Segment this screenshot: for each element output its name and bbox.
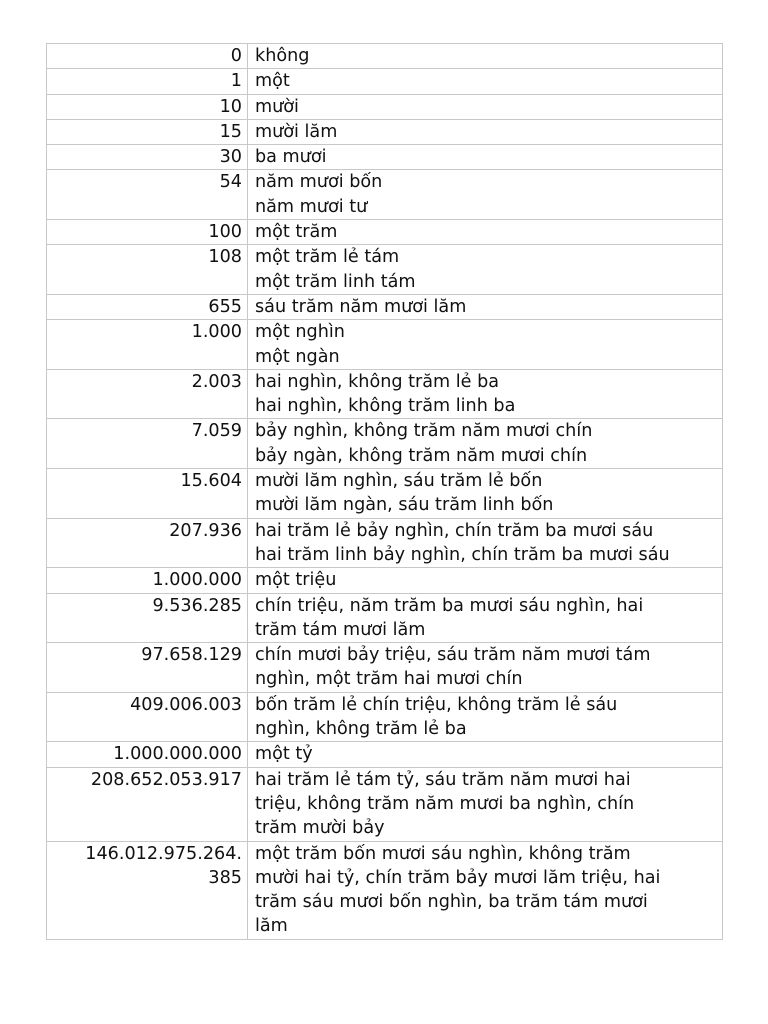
number-cell: 15 [47, 119, 248, 144]
words-cell [248, 419, 723, 469]
words-cell [248, 369, 723, 419]
words-line: một tỷ [255, 744, 313, 765]
number-cell: 54 [47, 170, 248, 220]
words-line: hai nghìn, không trăm linh ba [255, 396, 516, 417]
words-cell [248, 145, 723, 170]
table-row [47, 69, 723, 94]
words-cell [248, 119, 723, 144]
table-row [47, 119, 723, 144]
number-cell: 409.006.003 [47, 692, 248, 742]
table-row [47, 419, 723, 469]
number-cell: 10 [47, 94, 248, 119]
number-cell: 1.000.000.000 [47, 742, 248, 767]
words-line: năm mươi tư [255, 196, 368, 217]
words-line: sáu trăm năm mươi lăm [255, 296, 467, 317]
words-line: triệu, không trăm năm mươi ba nghìn, chín [255, 793, 635, 814]
words-line: nghìn, một trăm hai mươi chín [255, 669, 523, 690]
number-cell: 97.658.129 [47, 643, 248, 693]
number-cell: 0 [47, 44, 248, 69]
number-cell: 9.536.285 [47, 593, 248, 643]
number-cell: 2.003 [47, 369, 248, 419]
words-line: hai trăm lẻ bảy nghìn, chín trăm ba mươi sáu [255, 520, 654, 541]
words-line: một nghìn [255, 322, 345, 343]
number-cell: 7.059 [47, 419, 248, 469]
words-cell [248, 320, 723, 370]
words-line: mười hai tỷ, chín trăm bảy mươi lăm triệu, hai [255, 867, 661, 888]
words-cell [248, 469, 723, 519]
table-row [47, 692, 723, 742]
words-line: hai nghìn, không trăm lẻ ba [255, 371, 500, 392]
words-line: không [255, 46, 310, 66]
words-line: nghìn, không trăm lẻ ba [255, 719, 467, 740]
table-body [47, 44, 723, 940]
table-row [47, 643, 723, 693]
table-row [47, 568, 723, 593]
table-row [47, 469, 723, 519]
words-line: một trăm [255, 222, 338, 243]
table-row [47, 220, 723, 245]
words-cell [248, 220, 723, 245]
table-row [47, 742, 723, 767]
words-line: một triệu [255, 570, 337, 591]
number-words-table [46, 43, 723, 940]
words-line: một ngàn [255, 346, 340, 367]
words-cell [248, 170, 723, 220]
words-line: trăm tám mươi lăm [255, 619, 426, 640]
words-line: mười lăm ngàn, sáu trăm linh bốn [255, 495, 554, 516]
words-line: hai trăm lẻ tám tỷ, sáu trăm năm mươi hai [255, 769, 631, 790]
words-line: trăm sáu mươi bốn nghìn, ba trăm tám mươi [255, 892, 648, 913]
words-line: chín triệu, năm trăm ba mươi sáu nghìn, hai [255, 595, 644, 616]
words-line: mười lăm [255, 121, 338, 142]
words-cell [248, 767, 723, 841]
table-row [47, 518, 723, 568]
words-cell [248, 94, 723, 119]
words-line: chín mươi bảy triệu, sáu trăm năm mươi tám [255, 645, 651, 666]
table-row [47, 841, 723, 939]
words-line: hai trăm linh bảy nghìn, chín trăm ba mươi sáu [255, 544, 670, 565]
words-line: mười lăm nghìn, sáu trăm lẻ bốn [255, 471, 543, 492]
table-row [47, 44, 723, 69]
number-cell: 207.936 [47, 518, 248, 568]
words-line: trăm mười bảy [255, 818, 385, 839]
words-line: năm mươi bốn [255, 172, 383, 193]
words-cell [248, 245, 723, 295]
words-line: một trăm linh tám [255, 271, 416, 292]
table-row [47, 94, 723, 119]
words-line: bảy nghìn, không trăm năm mươi chín [255, 421, 593, 442]
words-line: bảy ngàn, không trăm năm mươi chín [255, 445, 588, 466]
number-cell: 146.012.975.264. 385 [47, 841, 248, 939]
table-row [47, 593, 723, 643]
table-row [47, 369, 723, 419]
words-cell [248, 643, 723, 693]
words-line: lăm [255, 916, 288, 937]
words-cell [248, 742, 723, 767]
table-row [47, 245, 723, 295]
words-line: bốn trăm lẻ chín triệu, không trăm lẻ sáu [255, 694, 618, 715]
number-cell: 1.000.000 [47, 568, 248, 593]
number-cell: 1 [47, 69, 248, 94]
words-line: mười [255, 96, 299, 117]
words-line: một trăm lẻ tám [255, 247, 400, 268]
number-cell: 100 [47, 220, 248, 245]
table-row [47, 320, 723, 370]
words-cell [248, 568, 723, 593]
words-cell [248, 841, 723, 939]
number-cell: 655 [47, 294, 248, 319]
table-row [47, 294, 723, 319]
table-row [47, 145, 723, 170]
words-cell [248, 518, 723, 568]
number-cell: 30 [47, 145, 248, 170]
words-cell [248, 44, 723, 69]
words-line: một [255, 71, 290, 92]
words-cell [248, 294, 723, 319]
words-cell [248, 692, 723, 742]
words-cell [248, 593, 723, 643]
number-cell: 108 [47, 245, 248, 295]
number-cell: 208.652.053.917 [47, 767, 248, 841]
number-cell: 1.000 [47, 320, 248, 370]
words-line: một trăm bốn mươi sáu nghìn, không trăm [255, 843, 631, 864]
number-cell: 15.604 [47, 469, 248, 519]
table-row [47, 767, 723, 841]
table-row [47, 170, 723, 220]
words-line: ba mươi [255, 147, 327, 168]
words-cell [248, 69, 723, 94]
